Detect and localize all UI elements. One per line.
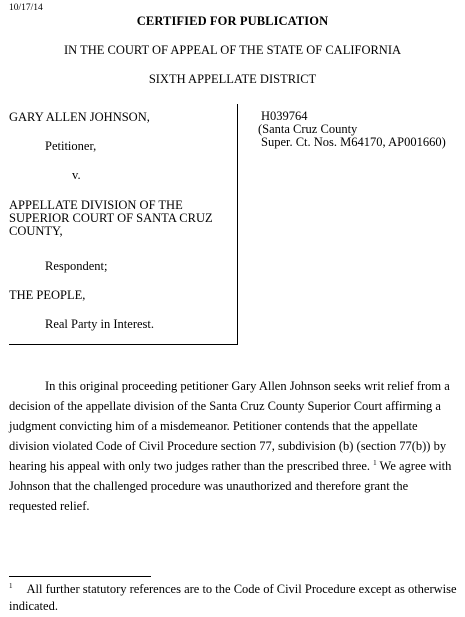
respondent-name-line-3: COUNTY, xyxy=(9,224,63,238)
respondent-name-line-1: APPELLATE DIVISION OF THE xyxy=(9,198,183,212)
opinion-paragraph xyxy=(9,376,459,516)
real-party-name: THE PEOPLE, xyxy=(9,288,86,302)
caption-bottom-rule xyxy=(9,344,238,345)
respondent-name-line-2: SUPERIOR COURT OF SANTA CRUZ xyxy=(9,211,213,225)
superior-court-numbers: Super. Ct. Nos. M64170, AP001660) xyxy=(261,135,446,149)
opinion-text-after-footnote: We agree with Johnson that the challenged procedure was unauthorized and therefore grant the requested relief. xyxy=(9,459,452,513)
footnote-number: 1 xyxy=(9,581,13,590)
real-party-role: Real Party in Interest. xyxy=(45,317,154,331)
footnote-reference[interactable]: 1 xyxy=(373,458,377,467)
footnote-separator xyxy=(9,576,151,577)
publication-status-title: CERTIFIED FOR PUBLICATION xyxy=(136,14,329,28)
petitioner-role: Petitioner, xyxy=(45,139,97,153)
footnote xyxy=(9,581,459,615)
opinion-text-before-footnote: In this original proceeding petitioner Gary Allen Johnson seeks writ relief from a decision of the appellate division of the Santa Cruz County Superior Court affirming a judgment convicting him of a misdemeanor. Petitioner contends that the appellate division violated Code of Civil Procedure section 77, subdivision (b) (section 77(b)) by hearing his appeal with only two judges rather than the prescribed three. xyxy=(9,379,450,473)
county-line: (Santa Cruz County xyxy=(258,122,358,136)
versus: v. xyxy=(72,168,81,182)
opinion-body xyxy=(9,376,459,516)
filing-date: 10/17/14 xyxy=(9,3,43,13)
footnote-text: All further statutory references are to the Code of Civil Procedure except as otherwise indicated. xyxy=(9,582,457,613)
case-number: H039764 xyxy=(261,109,308,123)
court-name: IN THE COURT OF APPEAL OF THE STATE OF CALIFORNIA xyxy=(63,43,402,57)
respondent-role: Respondent; xyxy=(45,259,108,273)
appellate-district: SIXTH APPELLATE DISTRICT xyxy=(148,72,317,86)
caption-vertical-rule xyxy=(237,104,238,344)
petitioner-name: GARY ALLEN JOHNSON, xyxy=(9,110,150,124)
